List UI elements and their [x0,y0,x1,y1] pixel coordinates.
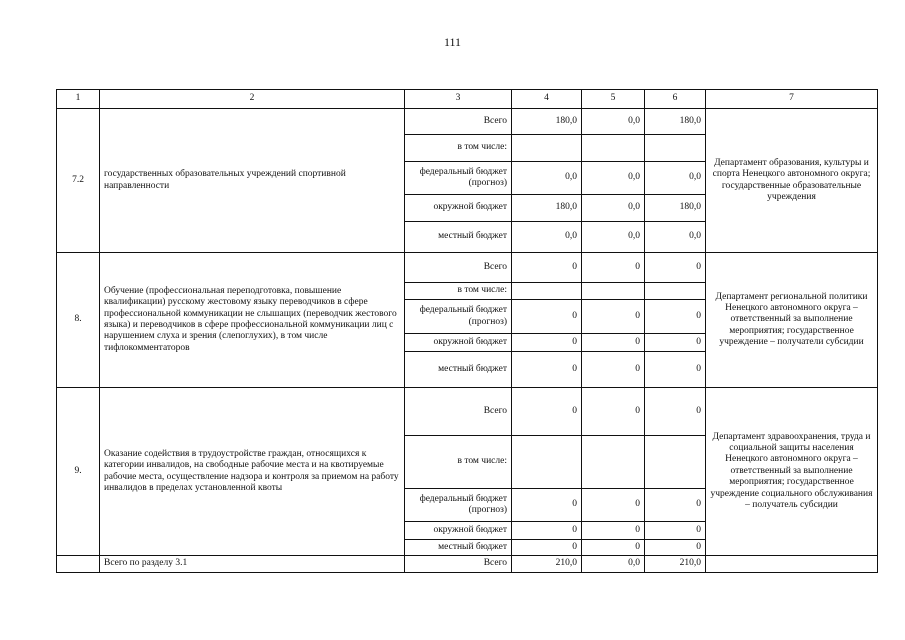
responsible-cell: Департамент здравоохранения, труда и социальной защиты населения Ненецкого автономного округа – ответственный за выполнение мероприятия; государственное учреждение социального обслуживания – получатель субсидии [706,388,878,556]
value-cell: 0,0 [582,162,645,195]
value-cell: 0 [582,489,645,522]
line-label: в том числе: [405,135,512,162]
total-row [57,556,878,573]
value-cell: 0 [512,522,582,540]
value-cell: 0 [582,334,645,352]
value-cell: 0 [645,334,706,352]
table-row [57,109,878,135]
column-header: 1 [57,90,100,109]
total-value: 0,0 [582,556,645,573]
line-label: Всего [405,388,512,436]
value-cell [645,283,706,300]
value-cell: 0 [512,253,582,283]
total-value: 210,0 [645,556,706,573]
value-cell: 0 [645,300,706,334]
line-label: окружной бюджет [405,334,512,352]
table-row [57,253,878,283]
column-header: 2 [100,90,405,109]
value-cell: 0 [645,489,706,522]
column-header: 3 [405,90,512,109]
value-cell [582,436,645,489]
column-header: 6 [645,90,706,109]
value-cell: 0,0 [512,162,582,195]
value-cell: 0 [512,489,582,522]
table-row [57,388,878,436]
line-label: Всего [405,253,512,283]
total-value: 210,0 [512,556,582,573]
responsible-cell: Департамент региональной политики Ненецкого автономного округа – ответственный за выполнение мероприятия; государственное учреждение – получатели субсидии [706,253,878,388]
value-cell: 0 [645,540,706,556]
responsible-cell: Департамент образования, культуры и спорта Ненецкого автономного округа; государственные образовательные учреждения [706,109,878,253]
value-cell: 0 [512,388,582,436]
value-cell [512,436,582,489]
value-cell: 0 [582,388,645,436]
value-cell: 0,0 [582,109,645,135]
total-number-cell [57,556,100,573]
value-cell: 0,0 [512,222,582,253]
budget-table [56,89,878,573]
value-cell: 0 [645,388,706,436]
value-cell: 0,0 [582,195,645,222]
line-label: федеральный бюджет (прогноз) [405,489,512,522]
value-cell: 0 [512,300,582,334]
value-cell [582,135,645,162]
value-cell: 0 [512,540,582,556]
row-number: 9. [57,388,100,556]
line-label: федеральный бюджет (прогноз) [405,300,512,334]
value-cell [645,135,706,162]
value-cell: 0 [645,522,706,540]
line-label: окружной бюджет [405,195,512,222]
line-label: Всего [405,109,512,135]
column-header: 4 [512,90,582,109]
line-label: в том числе: [405,436,512,489]
line-label: федеральный бюджет (прогноз) [405,162,512,195]
row-description: Оказание содействия в трудоустройстве граждан, относящихся к категории инвалидов, на свободные рабочие места и на квотируемые рабочие места, осуществление надзора и контроля за приемом на работу инвалидов в пределах установленной квоты [100,388,405,556]
value-cell [645,436,706,489]
total-sublabel: Всего [405,556,512,573]
value-cell: 0,0 [645,162,706,195]
total-label: Всего по разделу 3.1 [100,556,405,573]
column-header: 5 [582,90,645,109]
row-description: Обучение (профессиональная переподготовка, повышение квалификации) русскому жестовому языку переводчиков в сфере профессиональной коммуникации не слышащих (переводчик жестового языка) и переводчиков в сфере профессиональной коммуникации лиц с нарушением слуха и зрения (слепоглухих), в том числе тифлокомментаторов [100,253,405,388]
value-cell [582,283,645,300]
value-cell: 0 [645,253,706,283]
value-cell: 0 [582,253,645,283]
row-number: 7.2 [57,109,100,253]
value-cell: 0,0 [645,222,706,253]
line-label: местный бюджет [405,352,512,388]
value-cell: 0 [582,300,645,334]
value-cell: 180,0 [645,109,706,135]
value-cell [512,283,582,300]
value-cell: 0 [512,334,582,352]
total-responsible-cell [706,556,878,573]
value-cell: 0 [582,352,645,388]
value-cell: 0,0 [582,222,645,253]
value-cell: 180,0 [512,195,582,222]
value-cell: 180,0 [645,195,706,222]
line-label: местный бюджет [405,540,512,556]
table-header-row [57,90,878,109]
line-label: в том числе: [405,283,512,300]
value-cell: 180,0 [512,109,582,135]
value-cell: 0 [582,522,645,540]
row-description: государственных образовательных учреждений спортивной направленности [100,109,405,253]
row-number: 8. [57,253,100,388]
value-cell: 0 [582,540,645,556]
column-header: 7 [706,90,878,109]
value-cell: 0 [645,352,706,388]
line-label: окружной бюджет [405,522,512,540]
value-cell [512,135,582,162]
line-label: местный бюджет [405,222,512,253]
page-number: 111 [443,35,462,49]
value-cell: 0 [512,352,582,388]
